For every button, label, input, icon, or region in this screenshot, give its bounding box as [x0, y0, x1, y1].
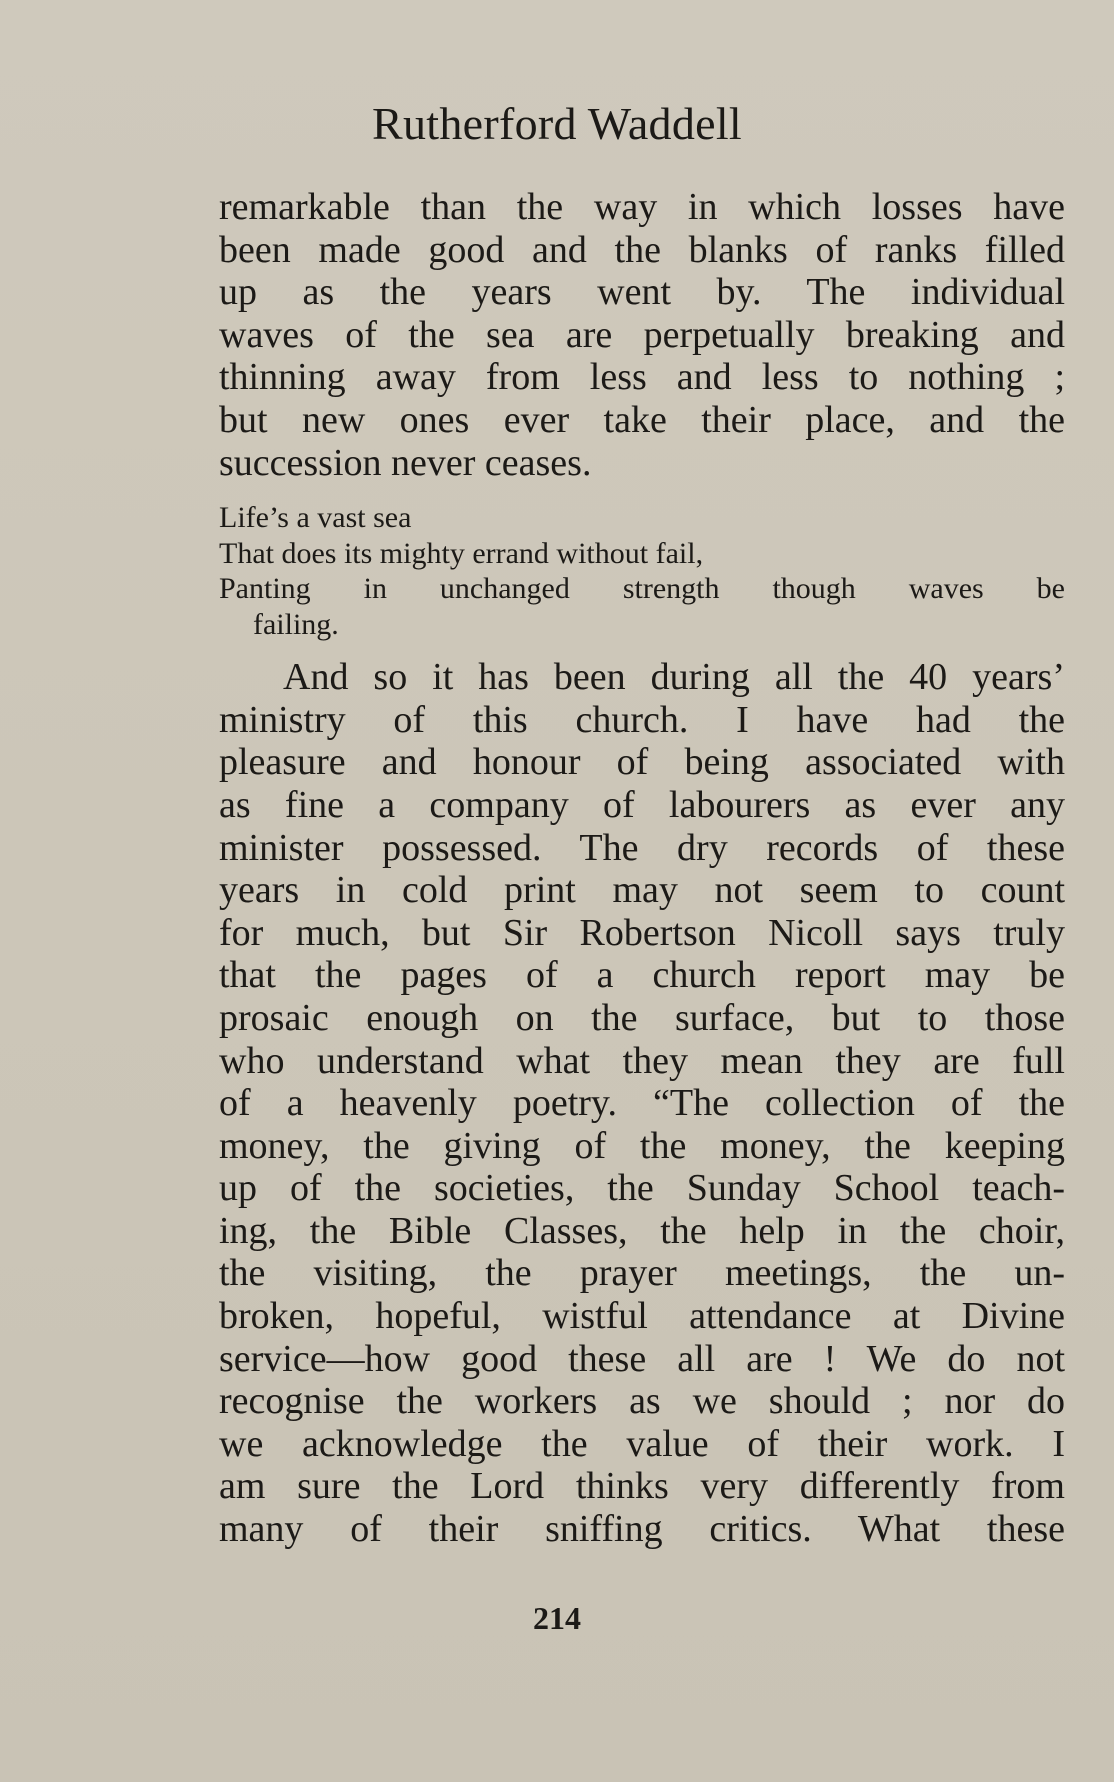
text-line: waves of the sea are perpetually breaking and	[219, 313, 1065, 356]
text-line: am sure the Lord thinks very differently from	[219, 1465, 1065, 1508]
text-line: pleasure and honour of being associated with	[219, 741, 1065, 784]
verse-line: That does its mighty errand without fail,	[219, 536, 704, 570]
text-line: ing, the Bible Classes, the help in the choir,	[219, 1209, 1065, 1252]
text-line: service—how good these all are ! We do not	[219, 1337, 1065, 1380]
text-line: minister possessed. The dry records of these	[219, 826, 1065, 869]
text-line: prosaic enough on the surface, but to those	[219, 996, 1065, 1039]
text-line: of a heavenly poetry. “The collection of the	[219, 1082, 1065, 1125]
text-line: up as the years went by. The individual	[219, 271, 1065, 314]
text-line: we acknowledge the value of their work. I	[219, 1422, 1065, 1465]
text-line: as fine a company of labourers as ever any	[219, 783, 1065, 826]
text-line: recognise the workers as we should ; nor do	[219, 1380, 1065, 1423]
paragraph-1	[219, 186, 1065, 484]
running-title: Rutherford Waddell	[371, 98, 743, 149]
verse-line: Panting in unchanged strength though waves be	[219, 572, 1065, 606]
text-line: money, the giving of the money, the keeping	[219, 1124, 1065, 1167]
verse-quotation	[219, 484, 1065, 656]
text-line: for much, but Sir Robertson Nicoll says truly	[219, 911, 1065, 954]
text-line: the visiting, the prayer meetings, the un-	[219, 1252, 1065, 1295]
text-line: been made good and the blanks of ranks filled	[219, 228, 1065, 271]
text-line: succession never ceases.	[219, 441, 592, 484]
text-line: ministry of this church. I have had the	[219, 698, 1065, 741]
text-line: that the pages of a church report may be	[219, 954, 1065, 997]
text-line: thinning away from less and less to nothing ;	[219, 356, 1065, 399]
text-line: And so it has been during all the 40 years’	[283, 656, 1065, 699]
verse-line: failing.	[253, 607, 339, 641]
text-line: remarkable than the way in which losses have	[219, 186, 1065, 228]
text-line: but new ones ever take their place, and the	[219, 398, 1065, 441]
text-line: many of their sniffing critics. What these	[219, 1508, 1065, 1551]
page-number: 214	[533, 1600, 581, 1636]
text-line: up of the societies, the Sunday School teach-	[219, 1167, 1065, 1210]
text-block	[219, 186, 1065, 1551]
verse-line: Life’s a vast sea	[219, 501, 412, 535]
text-line: who understand what they mean they are full	[219, 1039, 1065, 1082]
text-line: broken, hopeful, wistful attendance at Divine	[219, 1295, 1065, 1338]
text-line: years in cold print may not seem to count	[219, 869, 1065, 912]
paragraph-2	[219, 656, 1065, 1550]
